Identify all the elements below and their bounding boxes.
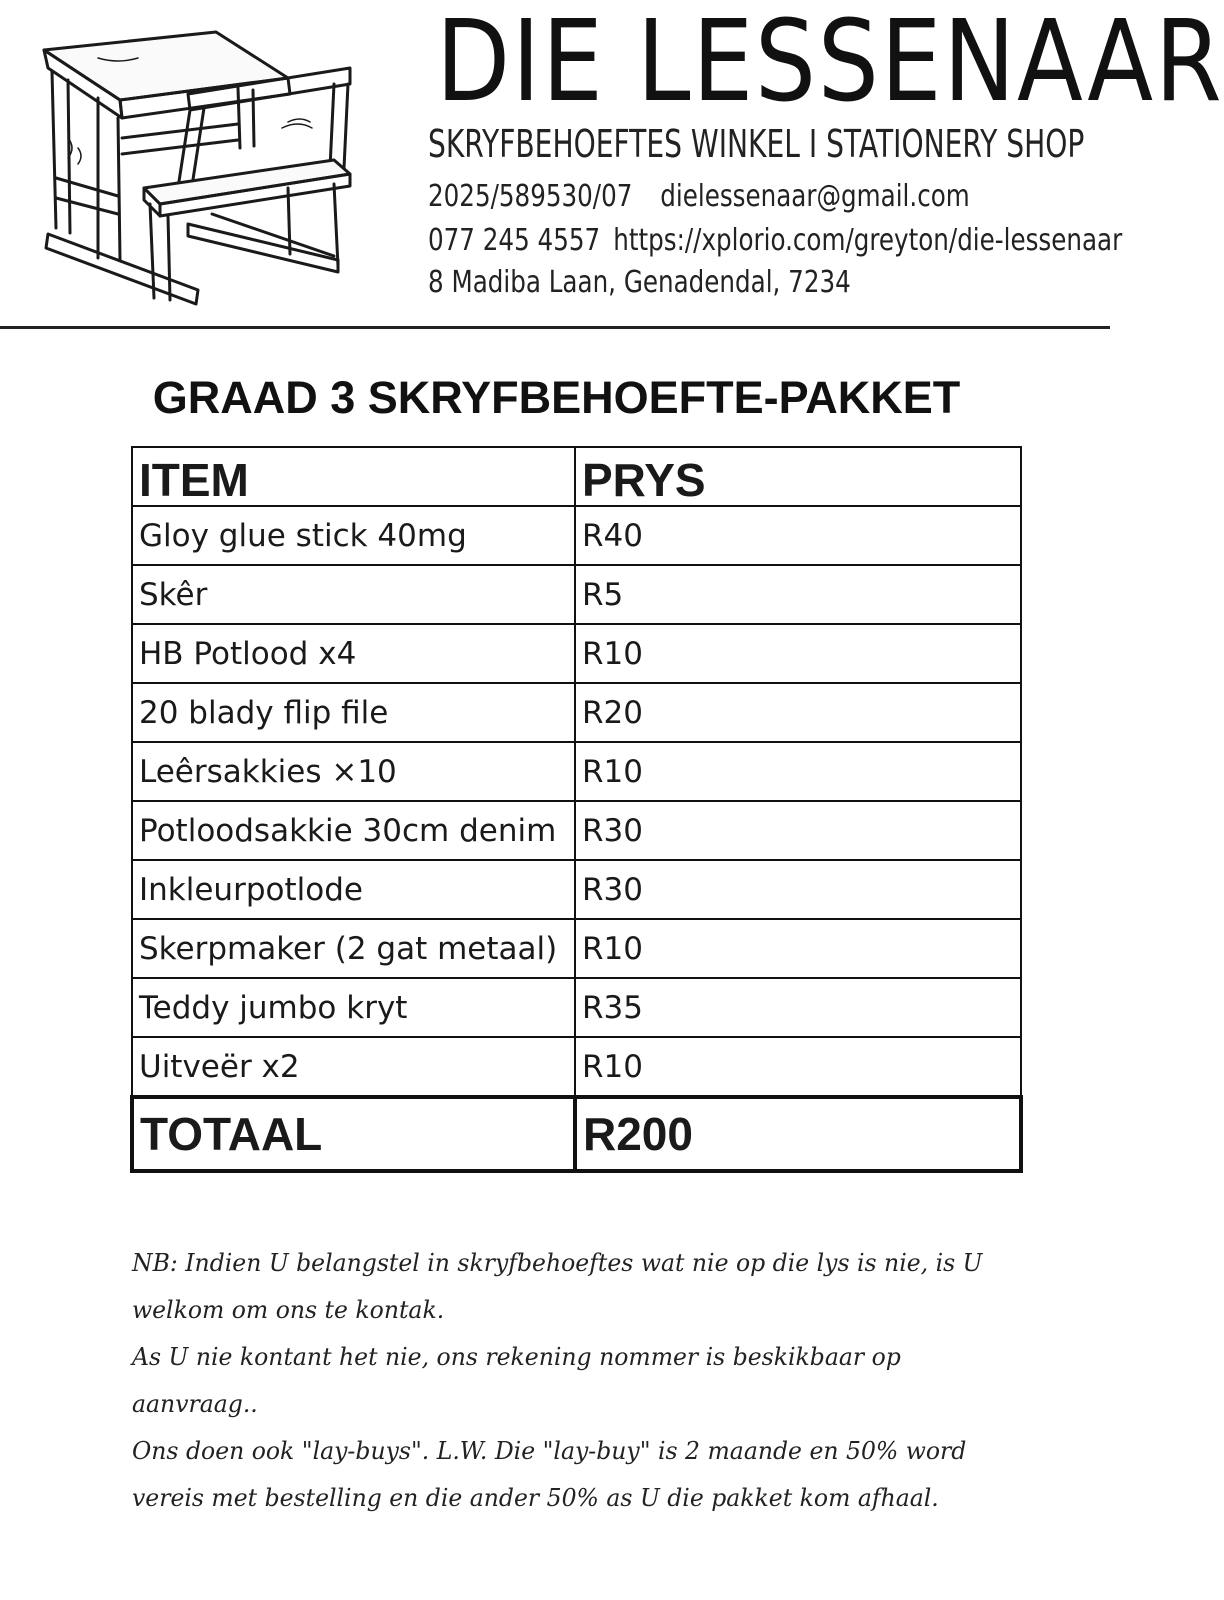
price-cell: R5 (575, 565, 1021, 624)
table-header-row (132, 447, 1021, 506)
item-cell: Skerpmaker (2 gat metaal) (132, 919, 575, 978)
table-row (132, 624, 1021, 683)
page-title-text: GRAAD 3 SKRYFBEHOEFTE-PAKKET (152, 372, 961, 423)
item-cell: Leêrsakkies ×10 (132, 742, 575, 801)
price-cell: R10 (575, 919, 1021, 978)
table-row (132, 683, 1021, 742)
page-title (0, 372, 1131, 424)
table-row (132, 565, 1021, 624)
table-row (132, 978, 1021, 1037)
item-cell: Teddy jumbo kryt (132, 978, 575, 1037)
item-cell: 20 blady flip file (132, 683, 575, 742)
item-cell: Skêr (132, 565, 575, 624)
shop-name: DIE LESSENAAR (436, 0, 1224, 127)
price-cell: R10 (575, 1037, 1021, 1097)
price-cell: R10 (575, 624, 1021, 683)
column-header-item: ITEM (132, 447, 575, 506)
shop-tagline: SKRYFBEHOEFTES WINKEL I STATIONERY SHOP (428, 122, 1085, 166)
price-cell: R10 (575, 742, 1021, 801)
item-cell: Inkleurpotlode (132, 860, 575, 919)
price-cell: R30 (575, 860, 1021, 919)
school-desk-drawing-icon (38, 28, 368, 318)
contact-line-3 (428, 266, 851, 300)
table-row (132, 506, 1021, 565)
letterhead (0, 0, 1224, 332)
contact-line-2 (428, 224, 1122, 258)
table-row (132, 801, 1021, 860)
note-lay-buy: Ons doen ook "lay-buys". L.W. Die "lay-buy" is 2 maande en 50% word vereis met bestelling en die ander 50% as U die pakket kom afhaal. (132, 1437, 967, 1512)
total-row (132, 1097, 1021, 1171)
notes-section (132, 1240, 994, 1522)
total-value: R200 (575, 1097, 1021, 1171)
phone-number: 077 245 4557 (428, 223, 601, 258)
street-address: 8 Madiba Laan, Genadendal, 7234 (428, 265, 851, 300)
price-cell: R30 (575, 801, 1021, 860)
note-account: As U nie kontant het nie, ons rekening nommer is beskikbaar op aanvraag.. (132, 1343, 901, 1418)
item-cell: Potloodsakkie 30cm denim (132, 801, 575, 860)
table-row (132, 1037, 1021, 1097)
price-cell: R35 (575, 978, 1021, 1037)
email-address: dielessenaar@gmail.com (660, 179, 970, 214)
header-divider (0, 326, 1110, 329)
contact-line-1 (428, 180, 970, 214)
website-url: https://xplorio.com/greyton/die-lessenaar (613, 223, 1123, 258)
table-row (132, 919, 1021, 978)
total-label: TOTAAL (132, 1097, 575, 1171)
item-cell: Gloy glue stick 40mg (132, 506, 575, 565)
item-cell: HB Potlood x4 (132, 624, 575, 683)
price-cell: R20 (575, 683, 1021, 742)
column-header-price: PRYS (575, 447, 1021, 506)
item-cell: Uitveër x2 (132, 1037, 575, 1097)
registration-number: 2025/589530/07 (428, 179, 633, 214)
table-row (132, 860, 1021, 919)
table-row (132, 742, 1021, 801)
price-table (130, 446, 1023, 1173)
price-cell: R40 (575, 506, 1021, 565)
note-contact: NB: Indien U belangstel in skryfbehoeftes wat nie op die lys is nie, is U welkom om ons te kontak. (132, 1249, 983, 1324)
